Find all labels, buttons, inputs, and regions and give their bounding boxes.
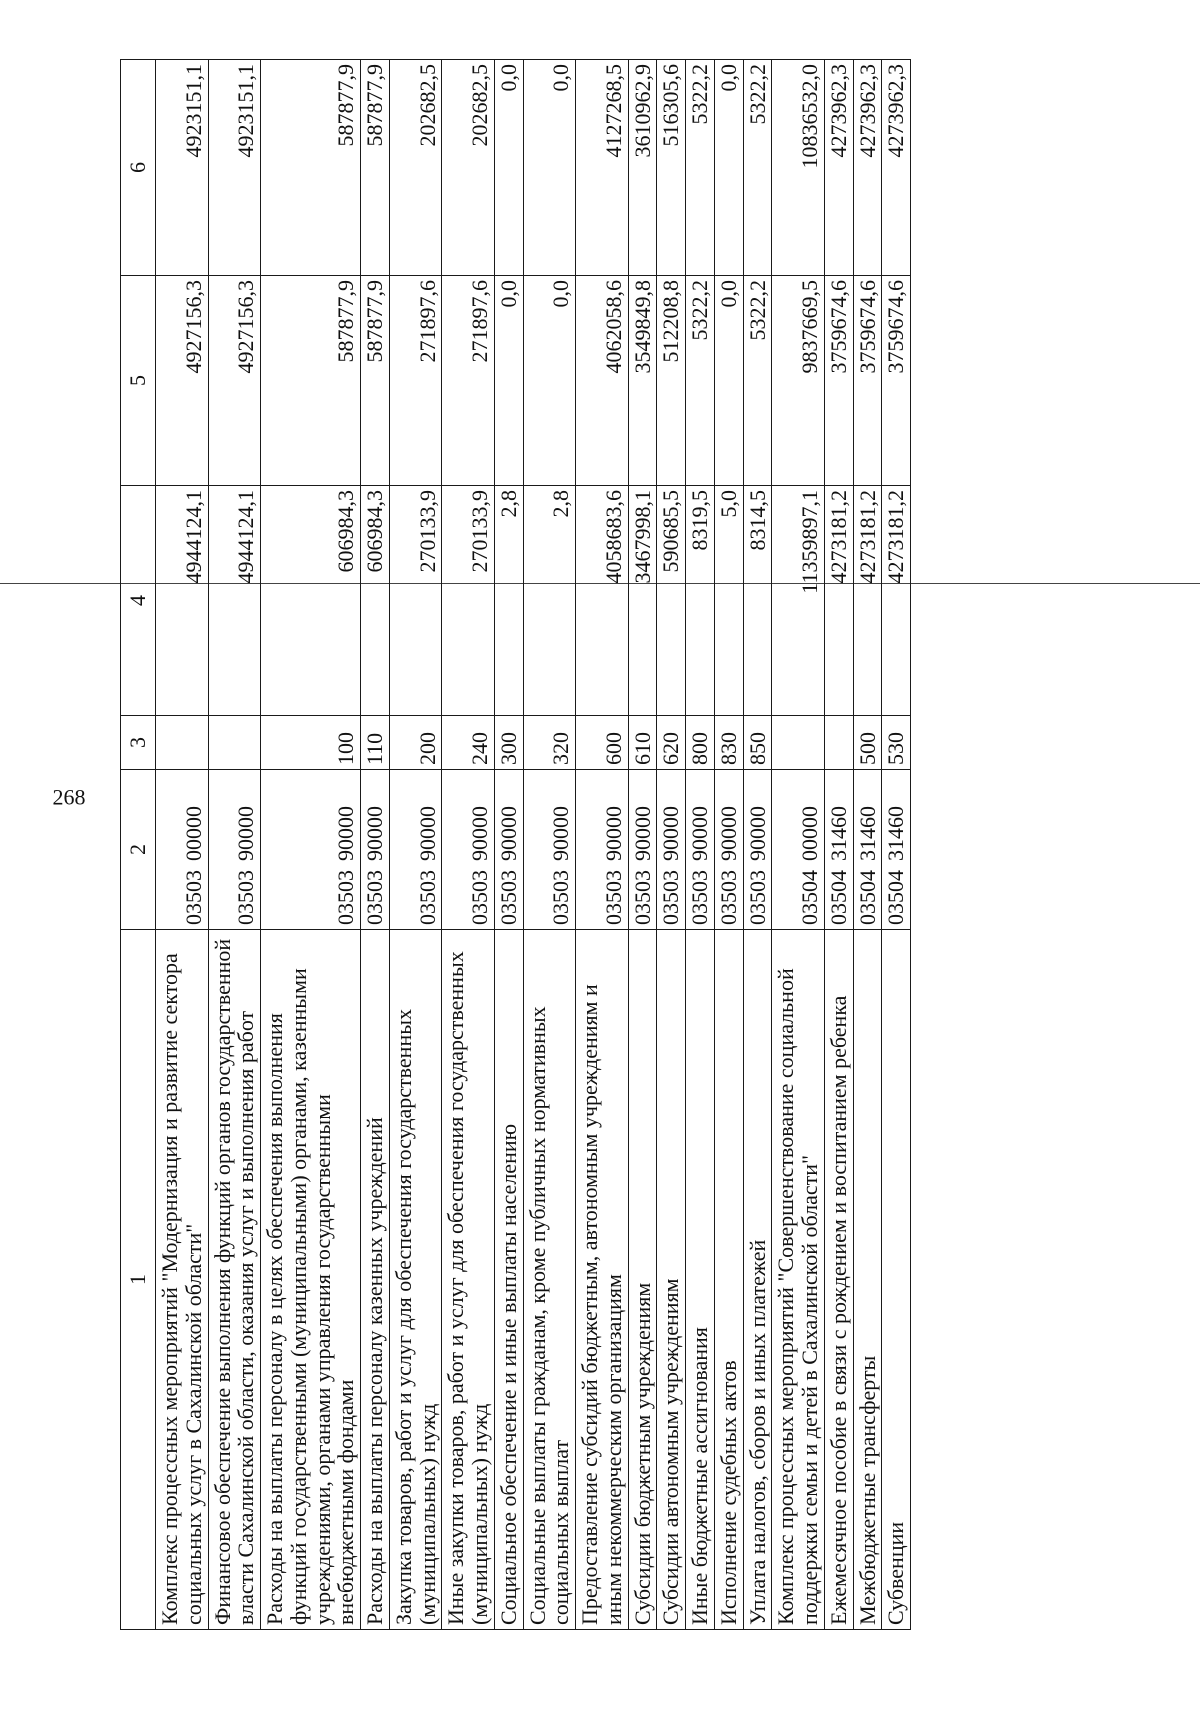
code-direction: 90000 xyxy=(414,806,440,861)
row-value-col6: 4923151,1 xyxy=(208,60,261,276)
row-value-col4: 11359897,1 xyxy=(772,486,825,716)
row-description: Расходы на выплаты персоналу казенных учреждений xyxy=(361,930,390,1630)
row-value-col6: 587877,9 xyxy=(261,60,361,276)
table-row xyxy=(442,60,495,1630)
code-program: 03503 xyxy=(414,870,440,925)
code-program: 03504 xyxy=(797,870,822,925)
table-row xyxy=(882,60,911,1630)
row-value-col5: 512208,8 xyxy=(657,276,686,486)
row-expense-type xyxy=(772,716,825,770)
row-target-code xyxy=(576,770,629,930)
table-row xyxy=(853,60,882,1630)
row-value-col6: 5322,2 xyxy=(686,60,715,276)
row-description: Иные бюджетные ассигнования xyxy=(686,930,715,1630)
code-direction: 31460 xyxy=(825,806,851,861)
row-value-col6: 0,0 xyxy=(523,60,576,276)
code-direction: 90000 xyxy=(744,806,770,861)
table-row xyxy=(361,60,390,1630)
row-description: Ежемесячное пособие в связи с рождением и воспитанием ребенка xyxy=(824,930,853,1630)
header-col-2: 2 xyxy=(121,770,156,930)
row-value-col5: 3759674,6 xyxy=(853,276,882,486)
table-row xyxy=(824,60,853,1630)
row-value-col5: 5322,2 xyxy=(686,276,715,486)
row-value-col4: 606984,3 xyxy=(361,486,390,716)
row-target-code xyxy=(824,770,853,930)
code-direction: 00000 xyxy=(797,806,822,861)
code-program: 03503 xyxy=(715,870,741,925)
table-row xyxy=(743,60,772,1630)
row-description: Социальное обеспечение и иные выплаты населению xyxy=(494,930,523,1630)
row-expense-type: 800 xyxy=(686,716,715,770)
row-target-code xyxy=(361,770,390,930)
header-row xyxy=(121,60,156,1630)
row-description: Комплекс процессных мероприятий "Совершенствование социальной поддержки семьи и детей в Сахалинской области" xyxy=(772,930,825,1630)
table-row xyxy=(686,60,715,1630)
row-value-col6: 4273962,3 xyxy=(853,60,882,276)
row-value-col6: 0,0 xyxy=(494,60,523,276)
row-value-col5: 3759674,6 xyxy=(882,276,911,486)
row-value-col5: 587877,9 xyxy=(361,276,390,486)
row-value-col4: 4273181,2 xyxy=(882,486,911,716)
row-expense-type: 600 xyxy=(576,716,629,770)
row-value-col6: 5322,2 xyxy=(743,60,772,276)
row-value-col4: 8314,5 xyxy=(743,486,772,716)
row-expense-type xyxy=(208,716,261,770)
table-header xyxy=(121,60,156,1630)
code-program: 03504 xyxy=(883,870,909,925)
table-row xyxy=(628,60,657,1630)
row-value-col6: 202682,5 xyxy=(442,60,495,276)
row-target-code xyxy=(261,770,361,930)
row-value-col4: 4273181,2 xyxy=(824,486,853,716)
row-value-col4: 270133,9 xyxy=(389,486,442,716)
row-description: Закупка товаров, работ и услуг для обеспечения государственных (муниципальных) нужд xyxy=(389,930,442,1630)
row-target-code xyxy=(853,770,882,930)
row-expense-type: 610 xyxy=(628,716,657,770)
row-value-col5: 0,0 xyxy=(714,276,743,486)
row-expense-type: 110 xyxy=(361,716,390,770)
row-expense-type: 240 xyxy=(442,716,495,770)
row-value-col5: 9837669,5 xyxy=(772,276,825,486)
row-target-code xyxy=(523,770,576,930)
row-description: Социальные выплаты гражданам, кроме публичных нормативных социальных выплат xyxy=(523,930,576,1630)
row-value-col4: 4273181,2 xyxy=(853,486,882,716)
row-target-code xyxy=(686,770,715,930)
row-target-code xyxy=(442,770,495,930)
row-value-col4: 270133,9 xyxy=(442,486,495,716)
table-row xyxy=(523,60,576,1630)
row-value-col5: 0,0 xyxy=(523,276,576,486)
row-description: Субсидии автономным учреждениям xyxy=(657,930,686,1630)
header-col-4: 4 xyxy=(121,486,156,716)
row-description: Субсидии бюджетным учреждениям xyxy=(628,930,657,1630)
row-expense-type xyxy=(156,716,209,770)
row-target-code xyxy=(772,770,825,930)
row-value-col5: 4927156,3 xyxy=(208,276,261,486)
row-value-col5: 3759674,6 xyxy=(824,276,853,486)
row-expense-type xyxy=(824,716,853,770)
row-value-col6: 3610962,9 xyxy=(628,60,657,276)
row-target-code xyxy=(882,770,911,930)
row-target-code xyxy=(156,770,209,930)
table-row xyxy=(261,60,361,1630)
row-value-col4: 606984,3 xyxy=(261,486,361,716)
row-description: Предоставление субсидий бюджетным, автономным учреждениям и иным некоммерческим организациям xyxy=(576,930,629,1630)
budget-table xyxy=(120,59,911,1630)
code-program: 03503 xyxy=(744,870,770,925)
row-value-col4: 8319,5 xyxy=(686,486,715,716)
row-value-col5: 271897,6 xyxy=(389,276,442,486)
row-expense-type: 850 xyxy=(743,716,772,770)
table-row xyxy=(714,60,743,1630)
row-value-col6: 10836532,0 xyxy=(772,60,825,276)
row-target-code xyxy=(714,770,743,930)
row-description: Комплекс процессных мероприятий "Модернизация и развитие сектора социальных услуг в Сахалинской области" xyxy=(156,930,209,1630)
code-program: 03503 xyxy=(600,870,626,925)
row-target-code xyxy=(389,770,442,930)
row-value-col6: 516305,6 xyxy=(657,60,686,276)
row-description: Субвенции xyxy=(882,930,911,1630)
table-row xyxy=(772,60,825,1630)
row-expense-type: 300 xyxy=(494,716,523,770)
row-target-code xyxy=(628,770,657,930)
row-description: Финансовое обеспечение выполнения функций органов государственной власти Сахалинской области, оказания услуг и выполнения работ xyxy=(208,930,261,1630)
header-col-3: 3 xyxy=(121,716,156,770)
row-value-col4: 4058683,6 xyxy=(576,486,629,716)
code-program: 03503 xyxy=(362,870,387,925)
header-col-5: 5 xyxy=(121,276,156,486)
row-description: Межбюджетные трансферты xyxy=(853,930,882,1630)
row-value-col5: 0,0 xyxy=(494,276,523,486)
code-direction: 31460 xyxy=(854,806,880,861)
code-direction: 90000 xyxy=(600,806,626,861)
row-value-col5: 4062058,6 xyxy=(576,276,629,486)
row-value-col5: 3549849,8 xyxy=(628,276,657,486)
code-program: 03503 xyxy=(495,870,521,925)
code-direction: 90000 xyxy=(658,806,684,861)
row-expense-type: 830 xyxy=(714,716,743,770)
code-program: 03503 xyxy=(467,870,492,925)
code-program: 03503 xyxy=(658,870,684,925)
code-direction: 90000 xyxy=(548,806,574,861)
table-row xyxy=(389,60,442,1630)
code-direction: 90000 xyxy=(629,806,655,861)
header-col-6: 6 xyxy=(121,60,156,276)
code-direction: 31460 xyxy=(883,806,909,861)
code-program: 03503 xyxy=(687,870,712,925)
row-target-code xyxy=(208,770,261,930)
row-expense-type: 320 xyxy=(523,716,576,770)
row-expense-type: 500 xyxy=(853,716,882,770)
row-target-code xyxy=(494,770,523,930)
row-value-col4: 3467998,1 xyxy=(628,486,657,716)
table-row xyxy=(208,60,261,1630)
row-value-col5: 5322,2 xyxy=(743,276,772,486)
row-value-col4: 5,0 xyxy=(714,486,743,716)
row-target-code xyxy=(743,770,772,930)
code-direction: 90000 xyxy=(467,806,492,861)
table-row xyxy=(657,60,686,1630)
code-program: 03503 xyxy=(548,870,574,925)
table-row xyxy=(576,60,629,1630)
row-value-col6: 4273962,3 xyxy=(882,60,911,276)
page-number: 268 xyxy=(52,784,86,810)
table-row xyxy=(494,60,523,1630)
code-direction: 90000 xyxy=(687,806,712,861)
row-value-col6: 4127268,5 xyxy=(576,60,629,276)
table-row xyxy=(156,60,209,1630)
row-description: Уплата налогов, сборов и иных платежей xyxy=(743,930,772,1630)
row-value-col4: 590685,5 xyxy=(657,486,686,716)
row-value-col5: 271897,6 xyxy=(442,276,495,486)
table-body xyxy=(156,60,911,1630)
row-value-col6: 202682,5 xyxy=(389,60,442,276)
header-col-1: 1 xyxy=(121,930,156,1630)
code-direction: 90000 xyxy=(362,806,387,861)
row-target-code xyxy=(657,770,686,930)
row-value-col6: 4273962,3 xyxy=(824,60,853,276)
code-program: 03503 xyxy=(333,870,359,925)
row-value-col5: 587877,9 xyxy=(261,276,361,486)
code-direction: 90000 xyxy=(495,806,521,861)
code-direction: 00000 xyxy=(180,806,206,861)
row-value-col4: 2,8 xyxy=(523,486,576,716)
code-program: 03503 xyxy=(629,870,655,925)
code-program: 03504 xyxy=(825,870,851,925)
code-program: 03503 xyxy=(233,870,259,925)
row-expense-type: 530 xyxy=(882,716,911,770)
row-value-col4: 2,8 xyxy=(494,486,523,716)
code-program: 03504 xyxy=(854,870,880,925)
row-value-col6: 587877,9 xyxy=(361,60,390,276)
row-value-col4: 4944124,1 xyxy=(208,486,261,716)
row-expense-type: 100 xyxy=(261,716,361,770)
code-program: 03503 xyxy=(180,870,206,925)
row-description: Расходы на выплаты персоналу в целях обеспечения выполнения функций государственными (муниципальными) органами, казенными учреждениями, органами управления государственными внебюджетными фондами xyxy=(261,930,361,1630)
row-value-col6: 0,0 xyxy=(714,60,743,276)
row-value-col6: 4923151,1 xyxy=(156,60,209,276)
code-direction: 90000 xyxy=(715,806,741,861)
code-direction: 90000 xyxy=(233,806,259,861)
row-description: Иные закупки товаров, работ и услуг для обеспечения государственных (муниципальных) нужд xyxy=(442,930,495,1630)
row-value-col4: 4944124,1 xyxy=(156,486,209,716)
row-description: Исполнение судебных актов xyxy=(714,930,743,1630)
row-expense-type: 620 xyxy=(657,716,686,770)
code-direction: 90000 xyxy=(333,806,359,861)
row-expense-type: 200 xyxy=(389,716,442,770)
row-value-col5: 4927156,3 xyxy=(156,276,209,486)
